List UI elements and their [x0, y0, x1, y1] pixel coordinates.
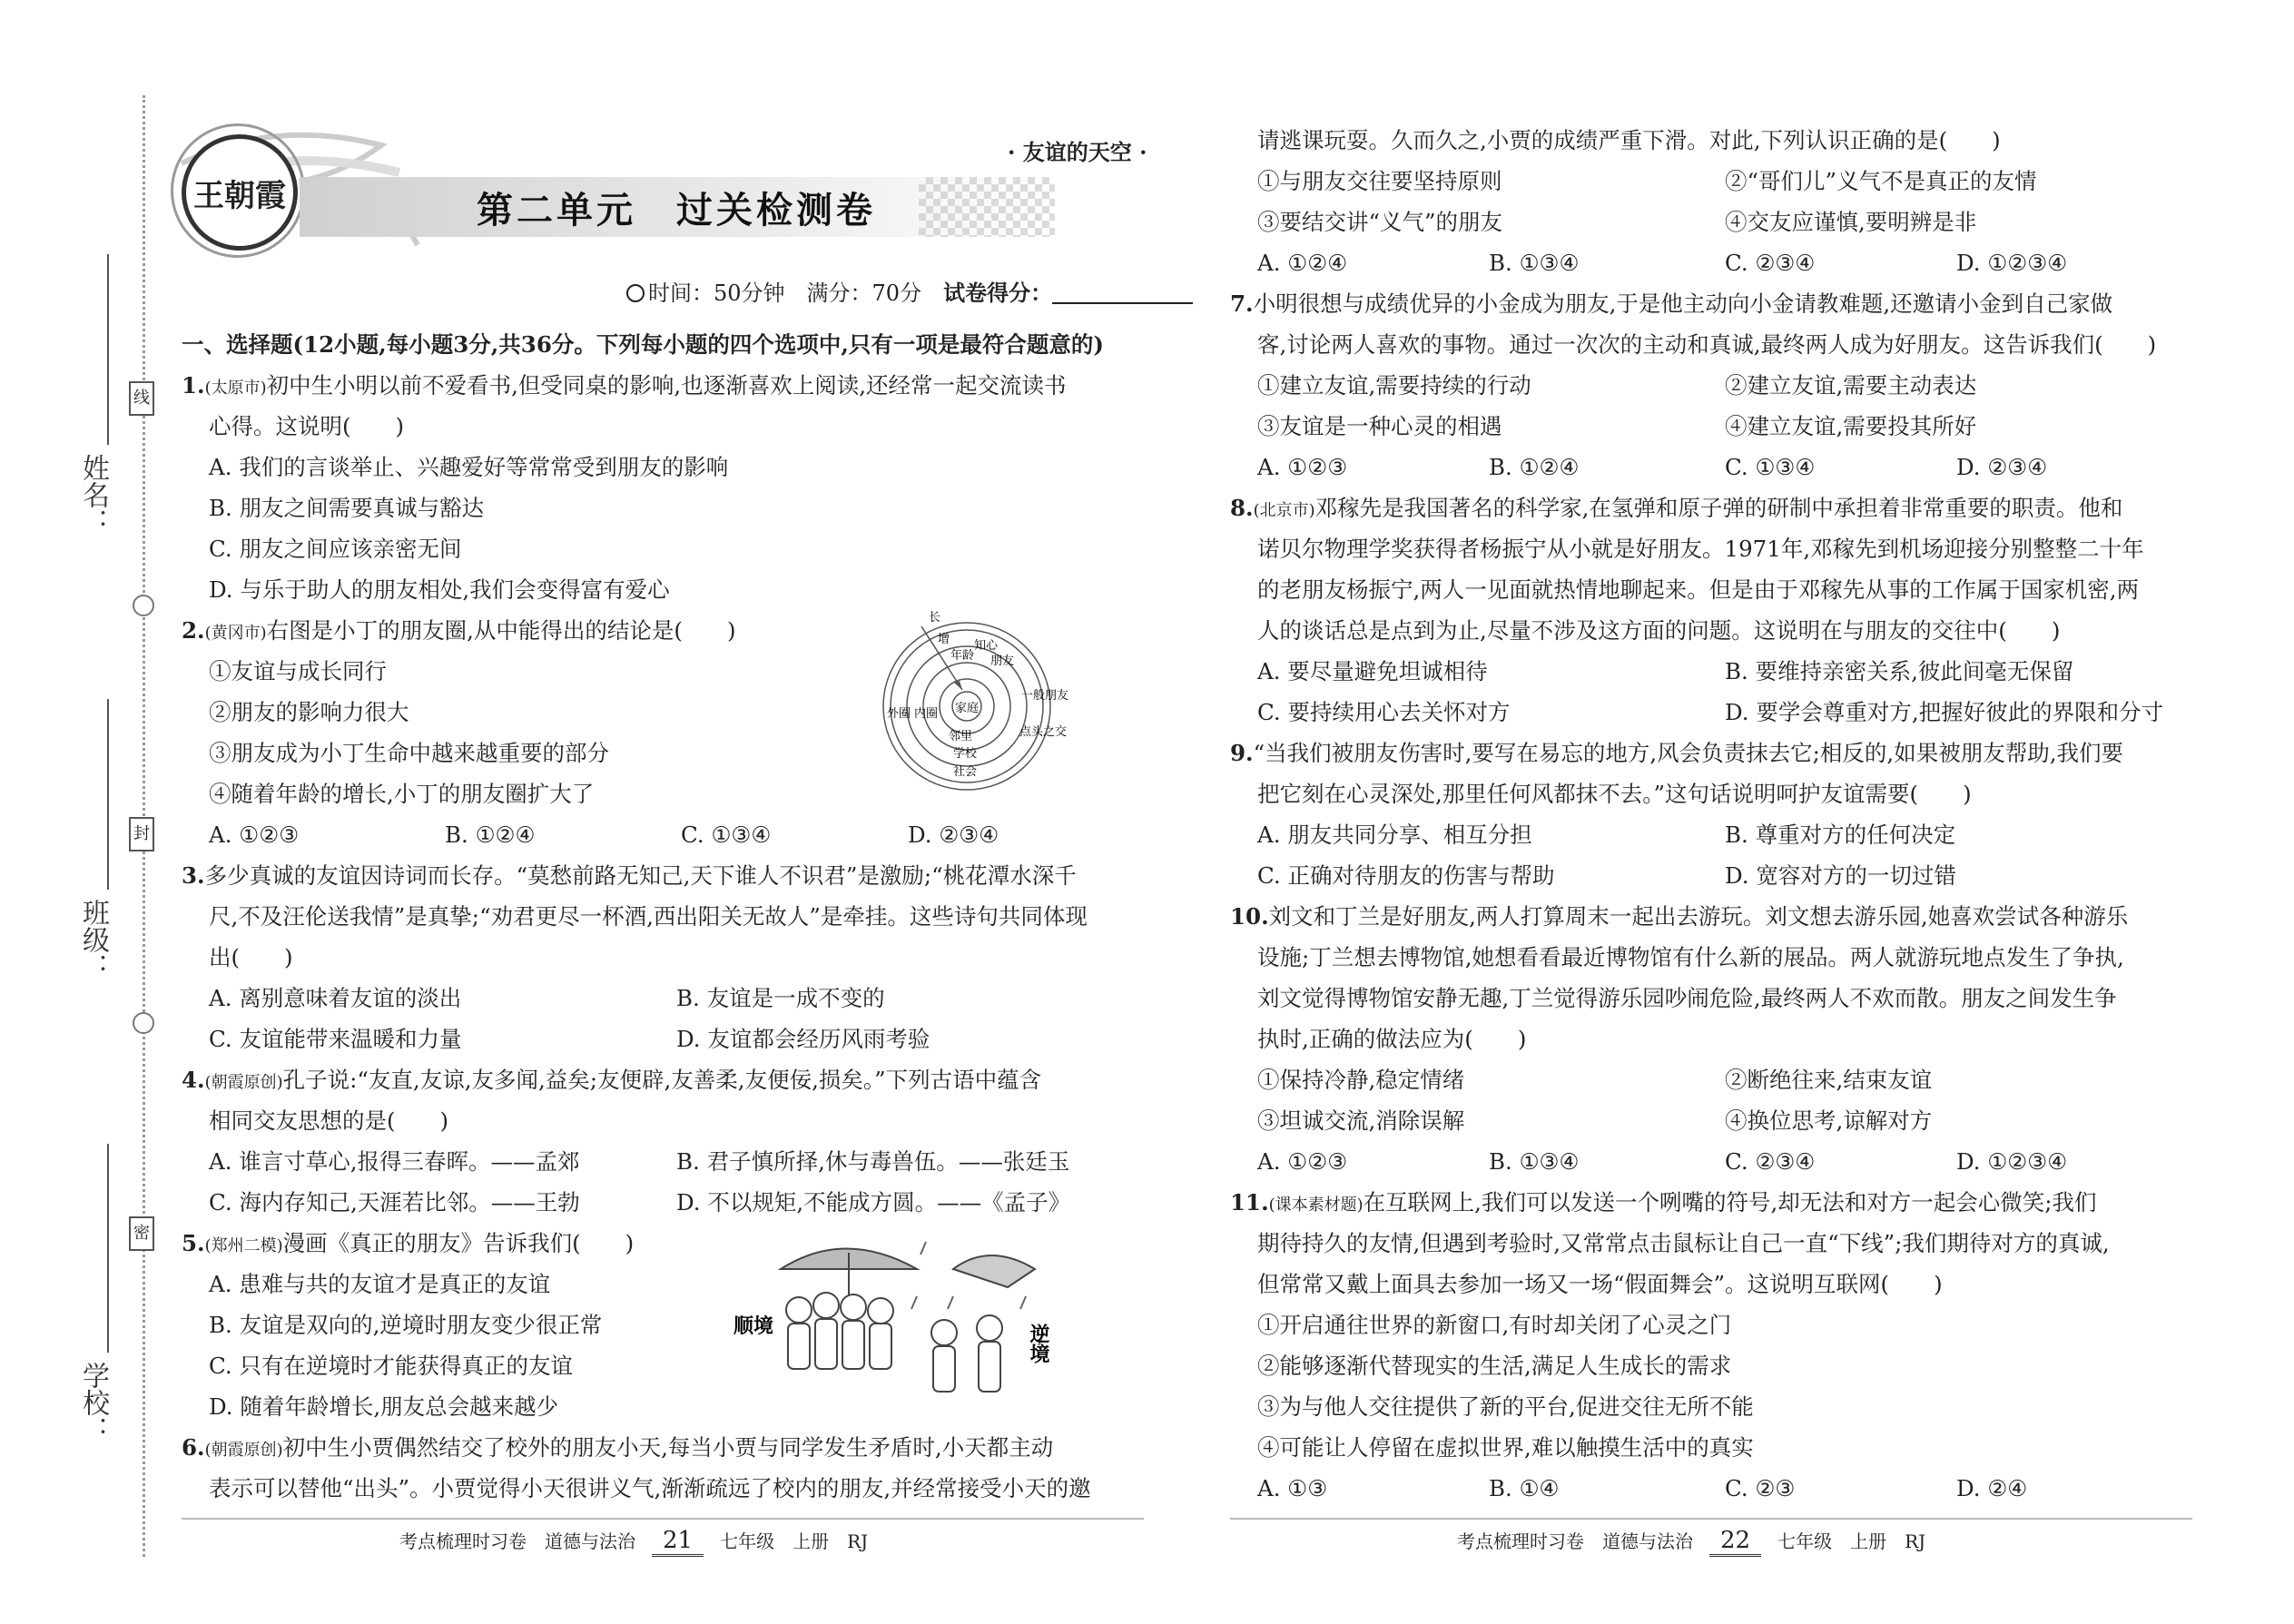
question-10-line: 执时,正确的做法应为( )	[1257, 1026, 1527, 1052]
diagram-shehui: 社会	[953, 765, 978, 779]
cartoon-label-shunjing: 顺境	[733, 1314, 774, 1338]
option-b: B. ①②④	[445, 822, 536, 848]
option-c: C. ②③④	[1725, 250, 1816, 276]
option-c: C. 只有在逆境时才能获得真正的友谊	[209, 1353, 573, 1379]
option-a: A. ①②③	[209, 822, 300, 848]
option-d: D. ②④	[1956, 1475, 2028, 1501]
option-c: C. ①③④	[1725, 454, 1816, 480]
question-4: 4.(朝霞原创)孔子说:“友直,友谅,友多闻,益矣;友便辟,友善柔,友便佞,损矣。”下列古语中蕴含	[182, 1067, 1042, 1093]
diagram-linli: 邻里	[949, 730, 973, 743]
name-label: 姓名：	[77, 454, 109, 536]
page-title: 第二单元 过关检测卷	[477, 189, 876, 231]
option-d: D. 友谊都会经历风雨考验	[676, 1026, 930, 1052]
statement-1: ①保持冷静,稳定情绪	[1257, 1067, 1465, 1093]
option-b: B. 友谊是一成不变的	[676, 985, 885, 1011]
statement-1: ①与朋友交往要坚持原则	[1257, 168, 1502, 194]
option-a: A. 离别意味着友谊的淡出	[209, 985, 462, 1011]
statement-4: ④随着年龄的增长,小丁的朋友圈扩大了	[209, 781, 595, 807]
option-b: B. 友谊是双向的,逆境时朋友变少很正常	[209, 1312, 603, 1338]
class-label: 班级：	[77, 899, 109, 980]
question-3: 3.多少真诚的友谊因诗词而长存。“莫愁前路无知己,天下谁人不识君”是激励;“桃花潭水深千	[182, 862, 1077, 889]
question-9: 9.“当我们被朋友伤害时,要写在易忘的地方,风会负责抹去它;相反的,如果被朋友帮助,我们要	[1230, 740, 2124, 766]
option-d: D. ①②③④	[1956, 1148, 2068, 1175]
diagram-outer: 外圈	[887, 707, 911, 721]
option-c: C. 要持续用心去关怀对方	[1257, 699, 1511, 725]
binding-knob	[133, 1012, 154, 1034]
statement-3: ③友谊是一种心灵的相遇	[1257, 413, 1502, 439]
diagram-long: 长	[929, 611, 941, 625]
option-d: D. 随着年龄增长,朋友总会越来越少	[209, 1393, 559, 1420]
option-c: C. ②③④	[1725, 1148, 1816, 1175]
footer-rule	[1230, 1518, 2192, 1520]
question-8-line: 人的谈话总是点到为止,尽量不涉及这方面的问题。这说明在与朋友的交往中( )	[1257, 617, 2061, 644]
question-7-line: 客,讨论两人喜欢的事物。通过一次次的主动和真诚,最终两人成为好朋友。这告诉我们( )	[1257, 331, 2157, 358]
question-9-line: 把它刻在心灵深处,那里任何风都抹不去。”这句话说明呵护友谊需要( )	[1257, 781, 1972, 807]
option-b: B. ①③④	[1489, 1148, 1580, 1175]
name-blank	[107, 254, 109, 445]
question-6-line: 表示可以替他“出头”。小贾觉得小天很讲义气,渐渐疏远了校内的朋友,并经常接受小天的邀	[209, 1475, 1091, 1501]
option-d: D. 要学会尊重对方,把握好彼此的界限和分寸	[1725, 699, 2164, 725]
question-8-line: 的老朋友杨振宁,两人一见面就热情地聊起来。但是由于邓稼先从事的工作属于国家机密,两	[1257, 576, 2140, 603]
footer-rule	[182, 1518, 1144, 1520]
footer-right-page: 考点梳理时习卷 道德与法治 22 七年级 上册 RJ	[1457, 1527, 1925, 1557]
option-b: B. 尊重对方的任何决定	[1725, 822, 1956, 848]
unit-subtitle: · 友谊的天空 ·	[1008, 139, 1147, 165]
option-b: B. ①②④	[1489, 454, 1580, 480]
statement-1: ①友谊与成长同行	[209, 658, 387, 684]
option-d: D. ②③④	[908, 822, 999, 848]
option-a: A. 患难与共的友谊才是真正的友谊	[209, 1271, 551, 1297]
option-c: C. ①③④	[681, 822, 772, 848]
option-a: A. ①②③	[1257, 1148, 1348, 1175]
option-c: C. 正确对待朋友的伤害与帮助	[1257, 862, 1555, 889]
statement-2: ②“哥们儿”义气不是真正的友情	[1725, 168, 2037, 194]
score-blank	[1052, 282, 1193, 304]
seal-box-secret: 密	[129, 1216, 154, 1251]
option-a: A. 谁言寸草心,报得三春晖。——孟郊	[209, 1148, 580, 1175]
option-a: A. 我们的言谈举止、兴趣爱好等常常受到朋友的影响	[209, 454, 729, 480]
binding-knob	[133, 595, 154, 616]
class-blank	[107, 699, 109, 890]
option-d: D. 不以规矩,不能成方圆。——《孟子》	[676, 1189, 1071, 1216]
question-4-line: 相同交友思想的是( )	[209, 1107, 449, 1134]
question-1-line: 心得。这说明( )	[209, 413, 405, 439]
question-2: 2.(黄冈市)右图是小丁的朋友圈,从中能得出的结论是( )	[182, 617, 736, 644]
statement-3: ③要结交讲“义气”的朋友	[1257, 209, 1503, 235]
option-d: D. 与乐于助人的朋友相处,我们会变得富有爱心	[209, 576, 670, 603]
diagram-jiating: 家庭	[955, 702, 980, 715]
brand-logo: 王朝霞	[182, 134, 298, 251]
question-5: 5.(郑州二模)漫画《真正的朋友》告诉我们( )	[182, 1230, 635, 1256]
seal-box-line: 线	[129, 381, 154, 416]
statement-1: ①开启通往世界的新窗口,有时却关闭了心灵之门	[1257, 1312, 1732, 1338]
option-b: B. 君子慎所择,休与毒兽伍。——张廷玉	[676, 1148, 1070, 1175]
question-11: 11.(课本素材题)在互联网上,我们可以发送一个咧嘴的符号,却无法和对方一起会心微笑;我们	[1230, 1189, 2097, 1216]
time-info: 时间：50分钟 满分：70分 试卷得分：	[626, 275, 1193, 307]
diagram-inner: 内圈	[914, 707, 939, 721]
page-number: 22	[1709, 1527, 1761, 1557]
friend-circle-diagram	[867, 608, 1069, 790]
statement-4: ④交友应谨慎,要明辨是非	[1725, 209, 1977, 235]
footer-left-page: 考点梳理时习卷 道德与法治 21 七年级 上册 RJ	[399, 1527, 868, 1557]
statement-2: ②朋友的影响力很大	[209, 699, 409, 725]
option-d: D. ②③④	[1956, 454, 2048, 480]
statement-2: ②断绝往来,结束友谊	[1725, 1067, 1933, 1093]
statement-2: ②建立友谊,需要主动表达	[1725, 372, 1977, 399]
diagram-dianzhi: 点头之交	[1019, 725, 1068, 739]
option-d: D. ①②③④	[1956, 250, 2068, 276]
option-b: B. ①④	[1489, 1475, 1560, 1501]
question-1: 1.(太原市)初中生小明以前不爱看书,但受同桌的影响,也逐渐喜欢上阅读,还经常一起交流读书	[182, 372, 1067, 399]
clock-icon	[626, 284, 645, 302]
friends-cartoon	[726, 1233, 1071, 1414]
statement-2: ②能够逐渐代替现实的生活,满足人生成长的需求	[1257, 1353, 1732, 1379]
option-c: C. ②③	[1725, 1475, 1796, 1501]
statement-3: ③为与他人交往提供了新的平台,促进交往无所不能	[1257, 1393, 1754, 1420]
question-11-line: 期待持久的友情,但遇到考验时,又常常点击鼠标让自己一直“下线”;我们期待对方的真诚,	[1257, 1230, 2110, 1256]
question-8: 8.(北京市)邓稼先是我国著名的科学家,在氢弹和原子弹的研制中承担着非常重要的职责。他和	[1230, 495, 2123, 521]
section-heading: 一、选择题(12小题,每小题3分,共36分。下列每小题的四个选项中,只有一项是最符合题意的)	[182, 331, 1105, 358]
option-a: A. 要尽量避免坦诚相待	[1257, 658, 1488, 684]
diagram-age: 年龄	[950, 649, 975, 663]
statement-4: ④建立友谊,需要投其所好	[1725, 413, 1977, 439]
option-a: A. 朋友共同分享、相互分担	[1257, 822, 1532, 848]
school-blank	[107, 1144, 109, 1353]
question-8-line: 诺贝尔物理学奖获得者杨振宁从小就是好朋友。1971年,邓稼先到机场迎接分别整整二十年	[1257, 536, 2144, 562]
question-6-line: 请逃课玩耍。久而久之,小贾的成绩严重下滑。对此,下列认识正确的是( )	[1257, 127, 2001, 153]
option-c: C. 海内存知己,天涯若比邻。——王勃	[209, 1189, 580, 1216]
question-7: 7.小明很想与成绩优异的小金成为朋友,于是他主动向小金请教难题,还邀请小金到自己家做	[1230, 290, 2113, 317]
option-d: D. 宽容对方的一切过错	[1725, 862, 1956, 889]
cartoon-label-nijing: 逆境	[1027, 1324, 1050, 1363]
question-10: 10.刘文和丁兰是好朋友,两人打算周末一起出去游玩。刘文想去游乐园,她喜欢尝试各种游乐	[1230, 903, 2129, 930]
statement-3: ③朋友成为小丁生命中越来越重要的部分	[209, 740, 609, 766]
option-b: B. ①③④	[1489, 250, 1580, 276]
statement-4: ④换位思考,谅解对方	[1725, 1107, 1933, 1134]
option-c: C. 朋友之间应该亲密无间	[209, 536, 462, 562]
question-3-line: 出( )	[209, 944, 293, 970]
question-11-line: 但常常又戴上面具去参加一场又一场“假面舞会”。这说明互联网( )	[1257, 1271, 1943, 1297]
option-c: C. 友谊能带来温暖和力量	[209, 1026, 462, 1052]
option-a: A. ①②④	[1257, 250, 1348, 276]
diagram-pengyou: 朋友	[990, 655, 1015, 668]
statement-3: ③坦诚交流,消除误解	[1257, 1107, 1465, 1134]
option-a: A. ①②③	[1257, 454, 1348, 480]
option-b: B. 朋友之间需要真诚与豁达	[209, 495, 485, 521]
option-a: A. ①③	[1257, 1475, 1328, 1501]
statement-1: ①建立友谊,需要持续的行动	[1257, 372, 1531, 399]
diagram-yiban: 一般朋友	[1021, 689, 1069, 703]
statement-4: ④可能让人停留在虚拟世界,难以触摸生活中的真实	[1257, 1434, 1754, 1461]
school-label: 学校：	[77, 1362, 109, 1443]
question-10-line: 设施;丁兰想去博物馆,她想看看最近博物馆有什么新的展品。两人就游玩地点发生了争执,	[1257, 944, 2124, 970]
seal-box-seal: 封	[129, 817, 154, 851]
question-3-line: 尺,不及汪伦送我情”是真挚;“劝君更尽一杯酒,西出阳关无故人”是牵挂。这些诗句共同体现	[209, 903, 1088, 930]
question-10-line: 刘文觉得博物馆安静无趣,丁兰觉得游乐园吵闹危险,最终两人不欢而散。朋友之间发生争	[1257, 985, 2117, 1011]
question-6: 6.(朝霞原创)初中生小贾偶然结交了校外的朋友小天,每当小贾与同学发生矛盾时,小天都主动	[182, 1434, 1054, 1461]
option-b: B. 要维持亲密关系,彼此间毫无保留	[1725, 658, 2074, 684]
diagram-xuexiao: 学校	[953, 747, 978, 761]
diagram-zhixin: 知心	[974, 639, 999, 653]
diagram-grow: 增	[938, 633, 950, 646]
page-number: 21	[652, 1527, 704, 1557]
